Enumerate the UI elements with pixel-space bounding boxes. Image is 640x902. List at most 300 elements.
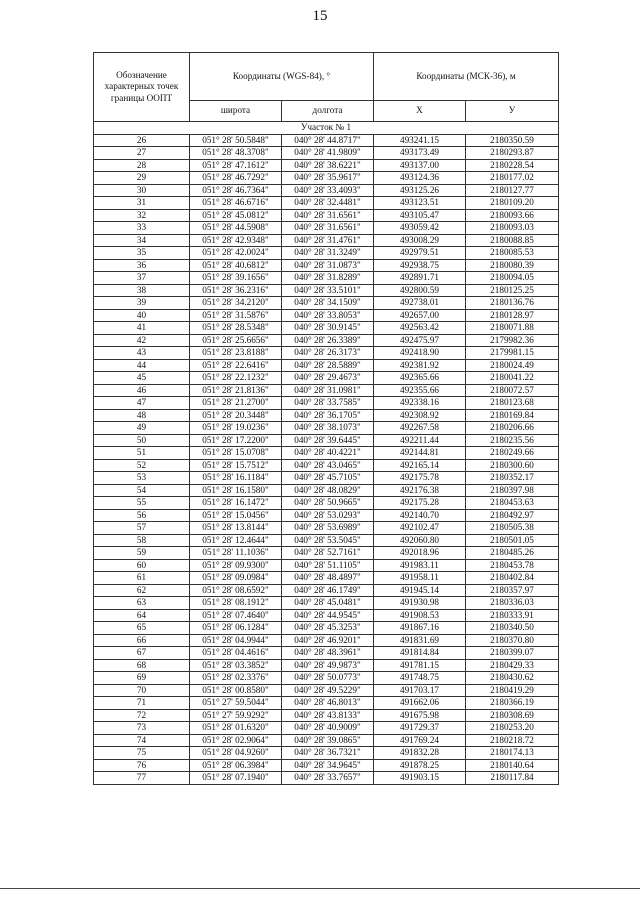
latitude-cell: 051° 28' 42.0024": [190, 247, 282, 260]
x-cell: 492060.80: [374, 534, 466, 547]
point-number: 29: [94, 172, 190, 185]
table-row: [94, 159, 559, 172]
point-number: 70: [94, 684, 190, 697]
longitude-cell: 040° 28' 40.9009": [282, 722, 374, 735]
longitude-cell: 040° 28' 34.1509": [282, 297, 374, 310]
x-cell: 491748.75: [374, 672, 466, 685]
latitude-cell: 051° 28' 23.8188": [190, 347, 282, 360]
latitude-cell: 051° 28' 08.6592": [190, 584, 282, 597]
table-row: [94, 734, 559, 747]
x-cell: 491908.53: [374, 609, 466, 622]
header-point-designation: Обозначение характерных точек границы ООПТ: [94, 53, 190, 122]
table-row: [94, 559, 559, 572]
x-cell: 492211.44: [374, 434, 466, 447]
table-row: [94, 484, 559, 497]
point-number: 57: [94, 522, 190, 535]
x-cell: 491983.11: [374, 559, 466, 572]
point-number: 40: [94, 309, 190, 322]
y-cell: 2180253.20: [466, 722, 559, 735]
longitude-cell: 040° 28' 41.9809": [282, 147, 374, 160]
point-number: 28: [94, 159, 190, 172]
point-number: 63: [94, 597, 190, 610]
point-number: 61: [94, 572, 190, 585]
latitude-cell: 051° 28' 04.4616": [190, 647, 282, 660]
y-cell: 2180206.66: [466, 422, 559, 435]
table-row: [94, 497, 559, 510]
latitude-cell: 051° 28' 16.1472": [190, 497, 282, 510]
y-cell: 2180336.03: [466, 597, 559, 610]
latitude-cell: 051° 28' 00.8580": [190, 684, 282, 697]
table-row: [94, 134, 559, 147]
y-cell: 2180169.84: [466, 409, 559, 422]
y-cell: 2180123.68: [466, 397, 559, 410]
longitude-cell: 040° 28' 31.3249": [282, 247, 374, 260]
point-number: 31: [94, 197, 190, 210]
table-row: [94, 284, 559, 297]
point-number: 76: [94, 759, 190, 772]
x-cell: 492338.16: [374, 397, 466, 410]
longitude-cell: 040° 28' 48.3961": [282, 647, 374, 660]
x-cell: 491878.25: [374, 759, 466, 772]
y-cell: 2180485.26: [466, 547, 559, 560]
table-row: [94, 297, 559, 310]
longitude-cell: 040° 28' 50.9665": [282, 497, 374, 510]
longitude-cell: 040° 28' 31.0873": [282, 259, 374, 272]
longitude-cell: 040° 28' 46.8013": [282, 697, 374, 710]
table-row: [94, 647, 559, 660]
x-cell: 492475.97: [374, 334, 466, 347]
x-cell: 491703.17: [374, 684, 466, 697]
point-number: 45: [94, 372, 190, 385]
longitude-cell: 040° 28' 38.1073": [282, 422, 374, 435]
point-number: 39: [94, 297, 190, 310]
table-row: [94, 409, 559, 422]
x-cell: 491930.98: [374, 597, 466, 610]
longitude-cell: 040° 28' 48.0829": [282, 484, 374, 497]
longitude-cell: 040° 28' 33.8053": [282, 309, 374, 322]
table-row: [94, 547, 559, 560]
table-row: [94, 322, 559, 335]
latitude-cell: 051° 28' 50.5848": [190, 134, 282, 147]
x-cell: 492102.47: [374, 522, 466, 535]
y-cell: 2180293.87: [466, 147, 559, 160]
y-cell: 2180235.56: [466, 434, 559, 447]
latitude-cell: 051° 28' 19.0236": [190, 422, 282, 435]
y-cell: 2180357.97: [466, 584, 559, 597]
x-cell: 492365.66: [374, 372, 466, 385]
table-row: [94, 634, 559, 647]
longitude-cell: 040° 28' 40.4221": [282, 447, 374, 460]
table-row: [94, 759, 559, 772]
longitude-cell: 040° 28' 53.6989": [282, 522, 374, 535]
y-cell: 2180492.97: [466, 509, 559, 522]
point-number: 33: [94, 222, 190, 235]
latitude-cell: 051° 28' 04.9944": [190, 634, 282, 647]
x-cell: 491662.06: [374, 697, 466, 710]
x-cell: 491781.15: [374, 659, 466, 672]
longitude-cell: 040° 28' 50.0773": [282, 672, 374, 685]
point-number: 55: [94, 497, 190, 510]
x-cell: 492979.51: [374, 247, 466, 260]
x-cell: 493241.15: [374, 134, 466, 147]
latitude-cell: 051° 28' 09.9300": [190, 559, 282, 572]
y-cell: 2179981.15: [466, 347, 559, 360]
latitude-cell: 051° 28' 46.7292": [190, 172, 282, 185]
y-cell: 2180308.69: [466, 709, 559, 722]
point-number: 49: [94, 422, 190, 435]
latitude-cell: 051° 28' 21.2700": [190, 397, 282, 410]
longitude-cell: 040° 28' 26.3173": [282, 347, 374, 360]
table-row: [94, 247, 559, 260]
latitude-cell: 051° 28' 21.8136": [190, 384, 282, 397]
point-number: 47: [94, 397, 190, 410]
point-number: 35: [94, 247, 190, 260]
table-row: [94, 222, 559, 235]
table-row: [94, 347, 559, 360]
table-row: [94, 747, 559, 760]
x-cell: 492165.14: [374, 459, 466, 472]
x-cell: 493059.42: [374, 222, 466, 235]
x-cell: 491867.16: [374, 622, 466, 635]
latitude-cell: 051° 28' 07.1940": [190, 772, 282, 785]
x-cell: 491958.11: [374, 572, 466, 585]
latitude-cell: 051° 28' 36.2316": [190, 284, 282, 297]
longitude-cell: 040° 28' 29.4673": [282, 372, 374, 385]
table-row: [94, 272, 559, 285]
longitude-cell: 040° 28' 49.9873": [282, 659, 374, 672]
y-cell: 2180453.78: [466, 559, 559, 572]
x-cell: 491729.37: [374, 722, 466, 735]
x-cell: 492018.96: [374, 547, 466, 560]
header-x: X: [374, 101, 466, 122]
table-row: [94, 147, 559, 160]
longitude-cell: 040° 28' 52.7161": [282, 547, 374, 560]
table-row: [94, 772, 559, 785]
latitude-cell: 051° 28' 01.6320": [190, 722, 282, 735]
x-cell: 493124.36: [374, 172, 466, 185]
y-cell: 2180128.97: [466, 309, 559, 322]
x-cell: 492800.59: [374, 284, 466, 297]
table-row: [94, 384, 559, 397]
y-cell: 2180174.13: [466, 747, 559, 760]
table-row: [94, 672, 559, 685]
longitude-cell: 040° 28' 36.1705": [282, 409, 374, 422]
y-cell: 2180430.62: [466, 672, 559, 685]
x-cell: 492355.66: [374, 384, 466, 397]
header-wgs84-coordinates: Координаты (WGS-84), °: [190, 53, 374, 101]
y-cell: 2180352.17: [466, 472, 559, 485]
y-cell: 2180419.29: [466, 684, 559, 697]
table-row: [94, 372, 559, 385]
y-cell: 2180340.50: [466, 622, 559, 635]
point-number: 36: [94, 259, 190, 272]
y-cell: 2180088.85: [466, 234, 559, 247]
table-row: [94, 722, 559, 735]
x-cell: 491945.14: [374, 584, 466, 597]
latitude-cell: 051° 28' 13.8144": [190, 522, 282, 535]
x-cell: 492381.92: [374, 359, 466, 372]
latitude-cell: 051° 28' 28.5348": [190, 322, 282, 335]
point-number: 75: [94, 747, 190, 760]
table-row: [94, 522, 559, 535]
x-cell: 492144.81: [374, 447, 466, 460]
longitude-cell: 040° 28' 38.6221": [282, 159, 374, 172]
latitude-cell: 051° 28' 15.7512": [190, 459, 282, 472]
latitude-cell: 051° 28' 40.6812": [190, 259, 282, 272]
x-cell: 492267.58: [374, 422, 466, 435]
y-cell: 2180366.19: [466, 697, 559, 710]
latitude-cell: 051° 28' 16.1580": [190, 484, 282, 497]
y-cell: 2180228.54: [466, 159, 559, 172]
table-row: [94, 584, 559, 597]
x-cell: 492175.78: [374, 472, 466, 485]
x-cell: 492308.92: [374, 409, 466, 422]
latitude-cell: 051° 28' 25.6656": [190, 334, 282, 347]
latitude-cell: 051° 28' 47.1612": [190, 159, 282, 172]
latitude-cell: 051° 27' 59.5044": [190, 697, 282, 710]
point-number: 66: [94, 634, 190, 647]
point-number: 48: [94, 409, 190, 422]
y-cell: 2180125.25: [466, 284, 559, 297]
footer-divider: [0, 888, 640, 889]
table-row: [94, 622, 559, 635]
x-cell: 493137.00: [374, 159, 466, 172]
longitude-cell: 040° 28' 31.4761": [282, 234, 374, 247]
table-row: [94, 459, 559, 472]
point-number: 30: [94, 184, 190, 197]
y-cell: 2180041.22: [466, 372, 559, 385]
y-cell: 2180136.76: [466, 297, 559, 310]
point-number: 41: [94, 322, 190, 335]
y-cell: 2180300.60: [466, 459, 559, 472]
table-row: [94, 259, 559, 272]
page-number: 15: [312, 8, 328, 24]
point-number: 73: [94, 722, 190, 735]
y-cell: 2180505.38: [466, 522, 559, 535]
y-cell: 2180402.84: [466, 572, 559, 585]
y-cell: 2180501.05: [466, 534, 559, 547]
latitude-cell: 051° 28' 07.4640": [190, 609, 282, 622]
longitude-cell: 040° 28' 30.9145": [282, 322, 374, 335]
x-cell: 493173.49: [374, 147, 466, 160]
point-number: 72: [94, 709, 190, 722]
table-row: [94, 209, 559, 222]
point-number: 71: [94, 697, 190, 710]
point-number: 62: [94, 584, 190, 597]
y-cell: 2180094.05: [466, 272, 559, 285]
point-number: 50: [94, 434, 190, 447]
x-cell: 491903.15: [374, 772, 466, 785]
table-row: [94, 472, 559, 485]
x-cell: 493125.26: [374, 184, 466, 197]
point-number: 67: [94, 647, 190, 660]
y-cell: 2180333.91: [466, 609, 559, 622]
point-number: 53: [94, 472, 190, 485]
table-row: [94, 572, 559, 585]
x-cell: 492140.70: [374, 509, 466, 522]
table-row: [94, 234, 559, 247]
table-row: [94, 659, 559, 672]
latitude-cell: 051° 28' 34.2120": [190, 297, 282, 310]
latitude-cell: 051° 28' 12.4644": [190, 534, 282, 547]
point-number: 77: [94, 772, 190, 785]
latitude-cell: 051° 28' 11.1036": [190, 547, 282, 560]
x-cell: 492175.28: [374, 497, 466, 510]
latitude-cell: 051° 28' 06.1284": [190, 622, 282, 635]
latitude-cell: 051° 27' 59.9292": [190, 709, 282, 722]
latitude-cell: 051° 28' 08.1912": [190, 597, 282, 610]
latitude-cell: 051° 28' 04.9260": [190, 747, 282, 760]
table-row: [94, 447, 559, 460]
header-longitude: долгота: [282, 101, 374, 122]
longitude-cell: 040° 28' 26.3389": [282, 334, 374, 347]
longitude-cell: 040° 28' 39.0865": [282, 734, 374, 747]
point-number: 38: [94, 284, 190, 297]
point-number: 56: [94, 509, 190, 522]
latitude-cell: 051° 28' 22.6416": [190, 359, 282, 372]
latitude-cell: 051° 28' 48.3708": [190, 147, 282, 160]
x-cell: 492563.42: [374, 322, 466, 335]
latitude-cell: 051° 28' 17.2200": [190, 434, 282, 447]
x-cell: 491832.28: [374, 747, 466, 760]
x-cell: 492657.00: [374, 309, 466, 322]
longitude-cell: 040° 28' 33.4093": [282, 184, 374, 197]
longitude-cell: 040° 28' 35.9617": [282, 172, 374, 185]
point-number: 43: [94, 347, 190, 360]
table-row: [94, 609, 559, 622]
x-cell: 491831.69: [374, 634, 466, 647]
point-number: 26: [94, 134, 190, 147]
point-number: 51: [94, 447, 190, 460]
table-row: [94, 697, 559, 710]
point-number: 60: [94, 559, 190, 572]
longitude-cell: 040° 28' 31.6561": [282, 209, 374, 222]
point-number: 46: [94, 384, 190, 397]
y-cell: 2180117.84: [466, 772, 559, 785]
table-row: [94, 684, 559, 697]
y-cell: 2180370.80: [466, 634, 559, 647]
y-cell: 2180399.07: [466, 647, 559, 660]
y-cell: 2180024.49: [466, 359, 559, 372]
y-cell: 2180453.63: [466, 497, 559, 510]
x-cell: 493123.51: [374, 197, 466, 210]
latitude-cell: 051° 28' 02.3376": [190, 672, 282, 685]
section-title: Участок № 1: [94, 122, 559, 135]
table-row: [94, 309, 559, 322]
y-cell: 2180140.64: [466, 759, 559, 772]
latitude-cell: 051° 28' 03.3852": [190, 659, 282, 672]
table-row: [94, 709, 559, 722]
longitude-cell: 040° 28' 45.7105": [282, 472, 374, 485]
latitude-cell: 051° 28' 20.3448": [190, 409, 282, 422]
x-cell: 491769.24: [374, 734, 466, 747]
y-cell: 2180093.66: [466, 209, 559, 222]
point-number: 34: [94, 234, 190, 247]
point-number: 64: [94, 609, 190, 622]
point-number: 74: [94, 734, 190, 747]
x-cell: 491814.84: [374, 647, 466, 660]
longitude-cell: 040° 28' 53.5045": [282, 534, 374, 547]
latitude-cell: 051° 28' 16.1184": [190, 472, 282, 485]
header-y: У: [466, 101, 559, 122]
table-row: [94, 534, 559, 547]
y-cell: 2180350.59: [466, 134, 559, 147]
latitude-cell: 051° 28' 44.5908": [190, 222, 282, 235]
y-cell: 2180093.03: [466, 222, 559, 235]
table-row: [94, 359, 559, 372]
point-number: 52: [94, 459, 190, 472]
header-msk36-coordinates: Координаты (МСК-36), м: [374, 53, 559, 101]
y-cell: 2180127.77: [466, 184, 559, 197]
y-cell: 2180085.53: [466, 247, 559, 260]
longitude-cell: 040° 28' 44.9545": [282, 609, 374, 622]
latitude-cell: 051° 28' 22.1232": [190, 372, 282, 385]
point-number: 54: [94, 484, 190, 497]
longitude-cell: 040° 28' 45.3253": [282, 622, 374, 635]
y-cell: 2180071.88: [466, 322, 559, 335]
longitude-cell: 040° 28' 31.8289": [282, 272, 374, 285]
latitude-cell: 051° 28' 02.9064": [190, 734, 282, 747]
latitude-cell: 051° 28' 06.3984": [190, 759, 282, 772]
point-number: 59: [94, 547, 190, 560]
latitude-cell: 051° 28' 15.0456": [190, 509, 282, 522]
point-number: 27: [94, 147, 190, 160]
latitude-cell: 051° 28' 15.0708": [190, 447, 282, 460]
longitude-cell: 040° 28' 48.4897": [282, 572, 374, 585]
latitude-cell: 051° 28' 45.0812": [190, 209, 282, 222]
longitude-cell: 040° 28' 33.5101": [282, 284, 374, 297]
x-cell: 493008.29: [374, 234, 466, 247]
longitude-cell: 040° 28' 36.7321": [282, 747, 374, 760]
y-cell: 2180177.02: [466, 172, 559, 185]
point-number: 68: [94, 659, 190, 672]
table-row: [94, 184, 559, 197]
y-cell: 2180429.33: [466, 659, 559, 672]
latitude-cell: 051° 28' 39.1656": [190, 272, 282, 285]
longitude-cell: 040° 28' 34.9645": [282, 759, 374, 772]
point-number: 37: [94, 272, 190, 285]
table-row: [94, 597, 559, 610]
longitude-cell: 040° 28' 43.8133": [282, 709, 374, 722]
point-number: 65: [94, 622, 190, 635]
latitude-cell: 051° 28' 31.5876": [190, 309, 282, 322]
x-cell: 491675.98: [374, 709, 466, 722]
y-cell: 2180218.72: [466, 734, 559, 747]
y-cell: 2180080.39: [466, 259, 559, 272]
longitude-cell: 040° 28' 46.9201": [282, 634, 374, 647]
x-cell: 492418.90: [374, 347, 466, 360]
longitude-cell: 040° 28' 45.0481": [282, 597, 374, 610]
coordinates-table: [93, 52, 559, 785]
longitude-cell: 040° 28' 39.6445": [282, 434, 374, 447]
longitude-cell: 040° 28' 32.4481": [282, 197, 374, 210]
header-latitude: широта: [190, 101, 282, 122]
point-number: 42: [94, 334, 190, 347]
table-row: [94, 434, 559, 447]
table-row: [94, 422, 559, 435]
x-cell: 492738.01: [374, 297, 466, 310]
table-row: [94, 197, 559, 210]
y-cell: 2179982.36: [466, 334, 559, 347]
y-cell: 2180072.57: [466, 384, 559, 397]
longitude-cell: 040° 28' 28.5889": [282, 359, 374, 372]
point-number: 58: [94, 534, 190, 547]
longitude-cell: 040° 28' 53.0293": [282, 509, 374, 522]
latitude-cell: 051° 28' 46.6716": [190, 197, 282, 210]
y-cell: 2180249.66: [466, 447, 559, 460]
longitude-cell: 040° 28' 49.5229": [282, 684, 374, 697]
table-row: [94, 334, 559, 347]
